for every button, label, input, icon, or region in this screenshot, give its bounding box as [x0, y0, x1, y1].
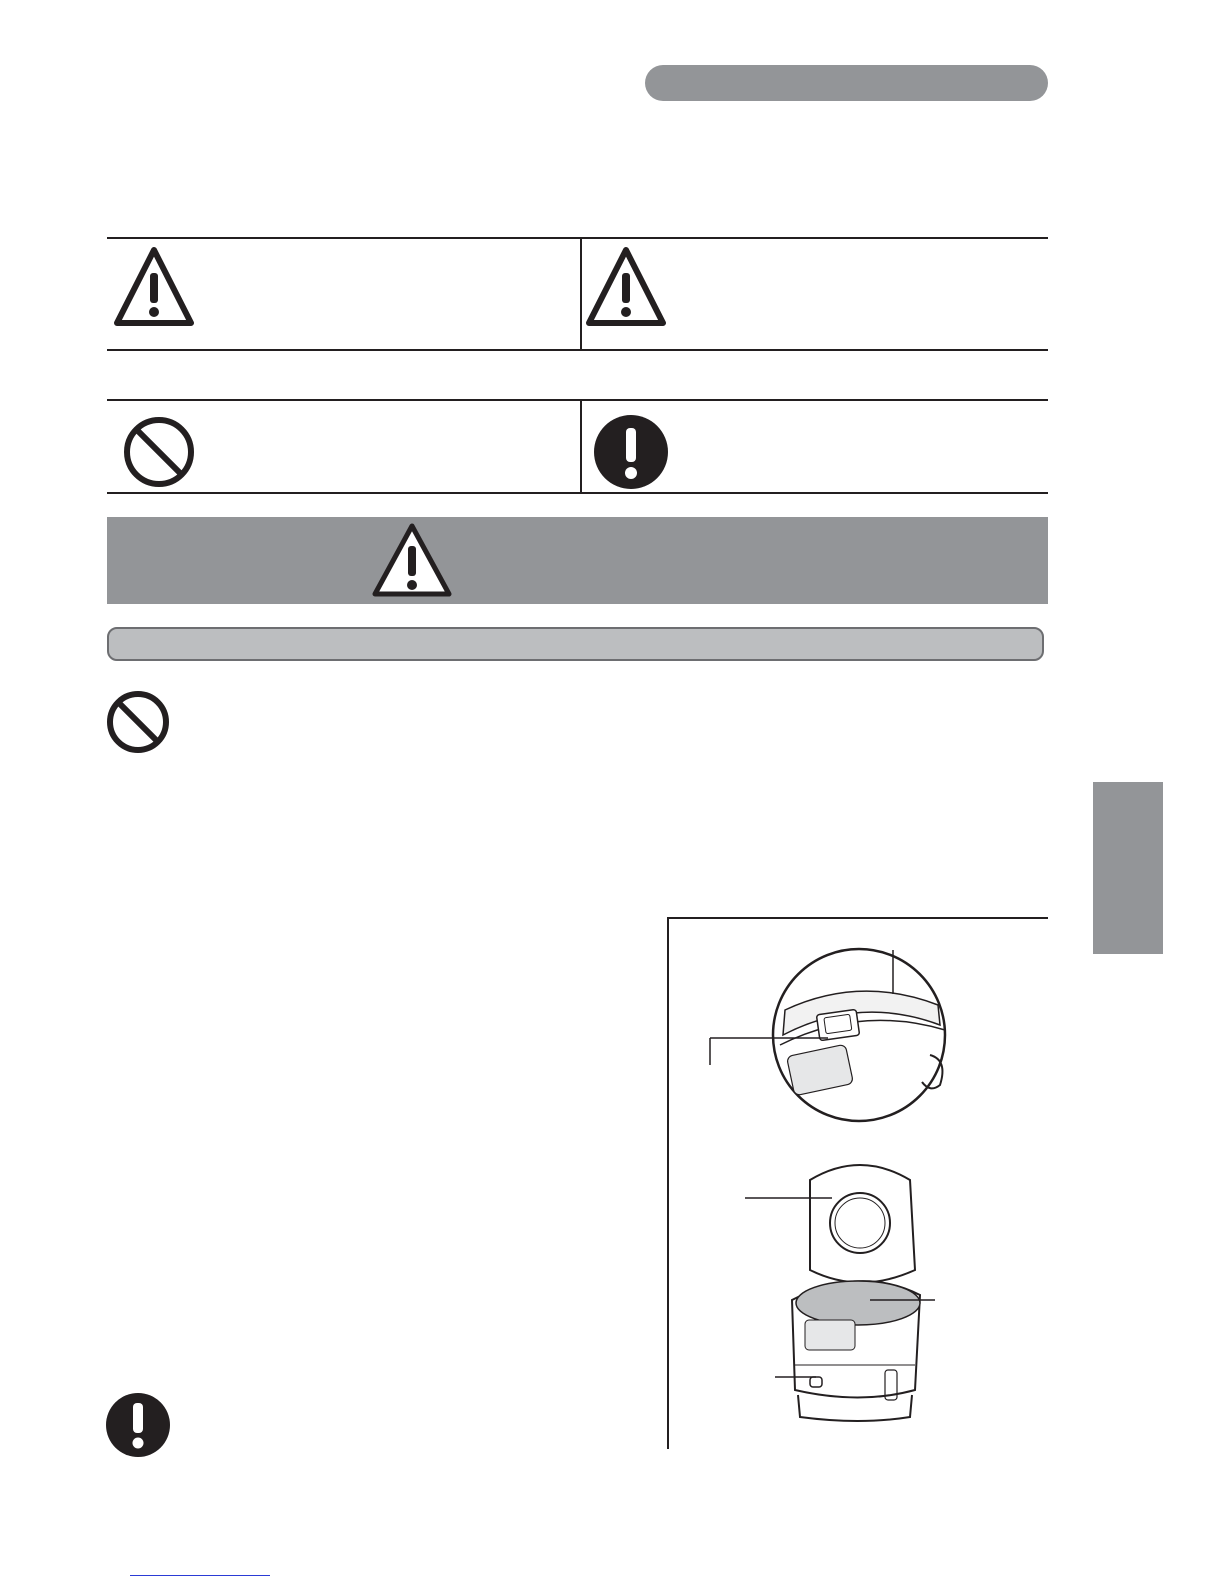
- footer-link[interactable]: [130, 1575, 270, 1576]
- prohibited-circle-icon: [106, 690, 170, 754]
- caution-triangle-icon: [585, 245, 667, 327]
- legend-top-rule: [107, 237, 1048, 239]
- warning-triangle-icon: [371, 522, 453, 598]
- warning-triangle-icon: [113, 245, 195, 327]
- open-pot-illustration: [750, 1155, 950, 1440]
- figure-frame-top: [667, 917, 1048, 919]
- legend-mid-rule: [107, 349, 1048, 351]
- mandatory-exclamation-icon: [594, 415, 668, 489]
- section-header-pill: [645, 65, 1048, 101]
- legend-divider-2: [580, 399, 582, 494]
- section-side-tab: [1093, 782, 1163, 954]
- warning-banner: [107, 517, 1048, 604]
- pot-lid-detail-illustration: [700, 950, 980, 1150]
- prohibited-circle-icon: [123, 416, 195, 488]
- figure-frame-left: [667, 917, 669, 1449]
- legend-divider-1: [580, 237, 582, 351]
- subsection-title-bar: [107, 627, 1044, 661]
- legend-bottom-rule: [107, 492, 1048, 494]
- legend-second-top-rule: [107, 399, 1048, 401]
- mandatory-exclamation-icon: [106, 1393, 170, 1457]
